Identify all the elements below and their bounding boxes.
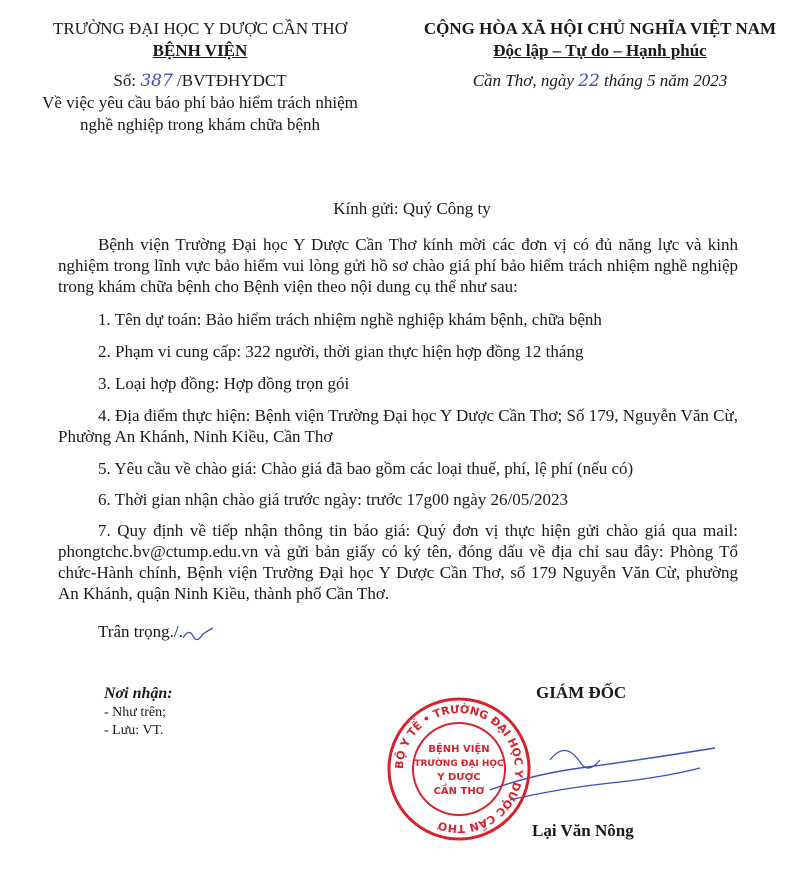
seal-line-3: Y DƯỢC [437,772,481,783]
header-left [0,18,400,136]
intro-paragraph: Bệnh viện Trường Đại học Y Dược Cần Thơ kính mời các đơn vị có đủ năng lực và kinh nghiệm trong lĩnh vực bảo hiểm vui lòng gửi hồ sơ chào giá phí bảo hiểm trách nhiệm nghề nghiệp trong khám chữa bệnh cho Bệnh viện theo nội dung cụ thể như sau: [58,235,738,296]
recipient-line-1: - Như trên; [104,705,167,720]
item-3: 3. Loại hợp đồng: Hợp đồng trọn gói [98,374,350,393]
greeting: Kính gửi: Quý Công ty [333,199,491,218]
item-5: 5. Yêu cầu về chào giá: Chào giá đã bao gồm các loại thuế, phí, lệ phí (nếu có) [98,459,634,478]
subject-line-1: Về việc yêu cầu báo phí bảo hiểm trách nhiệm [42,93,358,112]
place-date [396,70,804,92]
signature-position: GIÁM ĐỐC [536,683,627,702]
item-7: 7. Quy định về tiếp nhận thông tin báo giá: Quý đơn vị thực hiện gửi chào giá qua mail: phongtchc.bv@ctump.edu.vn và gửi bản giấy có ký tên, đóng dấu về địa chỉ sau đây: Phòng Tổ chức-Hành chính, Bệnh viện Trường Đại học Y Dược Cần Thơ, số 179 Nguyễn Văn Cừ, phường An Khánh, quận Ninh Kiều, thành phố Cần Thơ. [58,521,738,603]
institution-name: TRƯỜNG ĐẠI HỌC Y DƯỢC CẦN THƠ [53,19,347,38]
date-day-handwritten: 22 [578,71,600,91]
seal-line-4: CẦN THƠ [433,786,485,797]
seal-line-1: BỆNH VIỆN [428,744,490,755]
number-handwritten: 387 [140,71,173,91]
closing-text: Trân trọng./. [98,622,183,641]
item-2: 2. Phạm vi cung cấp: 322 người, thời gian thực hiện hợp đồng 12 tháng [98,342,584,361]
seal-ring-text: BỘ Y TẾ • TRƯỜNG ĐẠI HỌC Y DƯỢC CẦN THƠ [392,702,526,836]
item-1: 1. Tên dự toán: Bảo hiểm trách nhiệm nghề nghiệp khám bệnh, chữa bệnh [98,310,602,329]
subject-line-2: nghề nghiệp trong khám chữa bệnh [79,115,321,134]
seal-line-2: TRƯỜNG ĐẠI HỌC [414,759,504,769]
date-suffix: tháng 5 năm 2023 [604,71,728,90]
initial-mark-icon [181,624,215,642]
recipients-block [104,684,173,740]
number-prefix: Số: [113,71,137,90]
country-name: CỘNG HÒA XÃ HỘI CHỦ NGHĨA VIỆT NAM [423,19,777,38]
item-6: 6. Thời gian nhận chào giá trước ngày: trước 17g00 ngày 26/05/2023 [98,490,568,509]
closing [98,621,215,642]
header-right [396,18,804,92]
date-prefix: Cần Thơ, ngày [472,71,574,90]
signer-name: Lại Văn Nông [532,821,634,840]
recipients-title: Nơi nhận: [104,685,173,702]
recipient-line-2: - Lưu: VT. [104,723,164,738]
number-suffix: /BVTĐHYDCT [177,71,287,90]
motto: Độc lập – Tự do – Hạnh phúc [493,41,707,60]
unit-name: BỆNH VIỆN [152,41,248,60]
item-4: 4. Địa điểm thực hiện: Bệnh viện Trường Đại học Y Dược Cần Thơ; Số 179, Nguyễn Văn Cừ, Phường An Khánh, Ninh Kiều, Cần Thơ [58,406,738,446]
document-number [0,70,400,92]
official-seal-icon [384,694,534,844]
